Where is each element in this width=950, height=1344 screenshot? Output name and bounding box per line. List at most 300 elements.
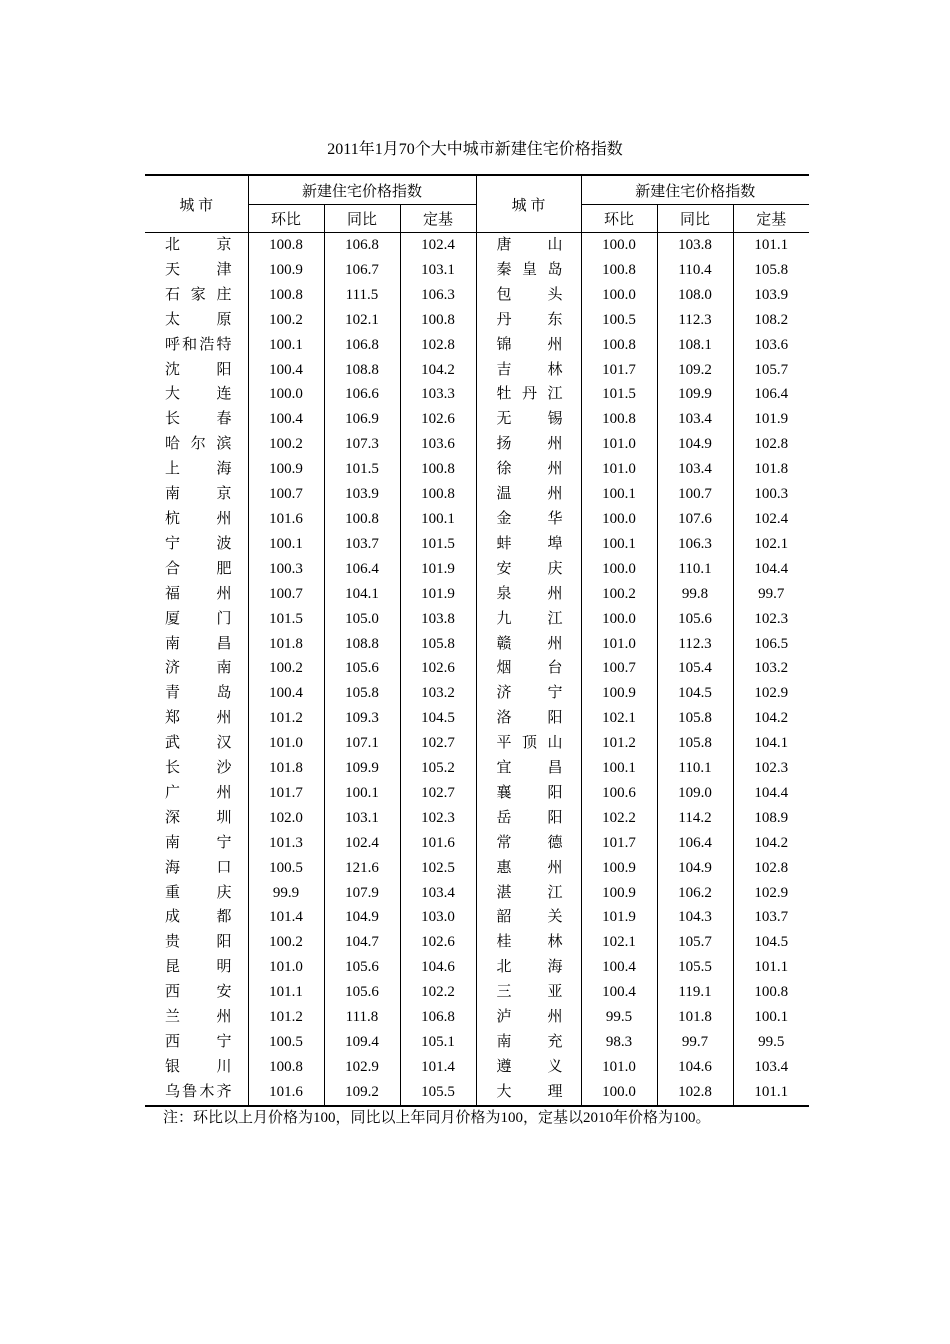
base-cell-right: 101.1: [733, 233, 809, 258]
yoy-cell-left: 102.1: [324, 308, 400, 333]
mom-cell-left: 100.5: [248, 1030, 324, 1055]
yoy-cell-left: 105.6: [324, 955, 400, 980]
mom-cell-right: 102.1: [581, 930, 657, 955]
mom-cell-left: 100.0: [248, 382, 324, 407]
city-cell-left: 宁波: [165, 535, 232, 552]
base-cell-left: 100.8: [400, 482, 476, 507]
table-row: [145, 731, 809, 756]
table-row: [145, 457, 809, 482]
mom-cell-right: 100.2: [581, 582, 657, 607]
table-row: [145, 482, 809, 507]
mom-cell-left: 101.2: [248, 706, 324, 731]
yoy-cell-left: 106.6: [324, 382, 400, 407]
base-cell-right: 99.7: [733, 582, 809, 607]
city-cell-right: 安庆: [476, 557, 581, 582]
yoy-cell-left: 105.6: [324, 980, 400, 1005]
city-cell-right: 韶关: [476, 905, 581, 930]
yoy-cell-right: 101.8: [657, 1005, 733, 1030]
city-cell-right: 宜昌: [476, 756, 581, 781]
base-cell-right: 102.4: [733, 507, 809, 532]
yoy-cell-right: 103.8: [657, 233, 733, 258]
base-cell-left: 105.2: [400, 756, 476, 781]
yoy-cell-left: 102.9: [324, 1055, 400, 1080]
base-cell-left: 106.8: [400, 1005, 476, 1030]
mom-cell-right: 100.0: [581, 1080, 657, 1106]
mom-cell-left: 100.9: [248, 457, 324, 482]
mom-cell-right: 98.3: [581, 1030, 657, 1055]
table-row: [145, 333, 809, 358]
city-cell-left: 深圳: [165, 809, 232, 826]
base-cell-left: 105.8: [400, 632, 476, 657]
base-cell-right: 101.1: [733, 955, 809, 980]
base-cell-left: 106.3: [400, 283, 476, 308]
mom-cell-left: 100.2: [248, 308, 324, 333]
table-row: [145, 283, 809, 308]
yoy-cell-right: 103.4: [657, 407, 733, 432]
table-row: [145, 955, 809, 980]
yoy-cell-right: 106.3: [657, 532, 733, 557]
table-row: [145, 681, 809, 706]
base-cell-left: 103.8: [400, 607, 476, 632]
yoy-cell-left: 104.1: [324, 582, 400, 607]
mom-cell-left: 100.8: [248, 1055, 324, 1080]
table-note: 注：环比以上月价格为100，同比以上年同月价格为100，定基以2010年价格为100。: [163, 1110, 711, 1126]
base-cell-right: 103.2: [733, 656, 809, 681]
base-cell-left: 102.6: [400, 930, 476, 955]
yoy-cell-right: 99.8: [657, 582, 733, 607]
table-row: [145, 905, 809, 930]
yoy-cell-right: 106.4: [657, 831, 733, 856]
city-cell-left: 广州: [165, 784, 232, 801]
mom-cell-left: 101.2: [248, 1005, 324, 1030]
table-row: [145, 1030, 809, 1055]
yoy-cell-left: 109.9: [324, 756, 400, 781]
city-cell-left: 北京: [165, 237, 232, 253]
city-cell-right: 徐州: [476, 457, 581, 482]
yoy-header-right: 同比: [657, 205, 733, 233]
base-cell-right: 104.2: [733, 831, 809, 856]
city-cell-right: 锦州: [476, 333, 581, 358]
mom-cell-right: 100.7: [581, 656, 657, 681]
base-cell-left: 103.1: [400, 258, 476, 283]
table-row: [145, 407, 809, 432]
table-row: [145, 980, 809, 1005]
yoy-cell-right: 108.1: [657, 333, 733, 358]
base-cell-left: 102.5: [400, 856, 476, 881]
mom-cell-right: 99.5: [581, 1005, 657, 1030]
city-cell-left: 银川: [165, 1058, 232, 1075]
base-cell-right: 104.4: [733, 557, 809, 582]
yoy-cell-right: 103.4: [657, 457, 733, 482]
base-cell-left: 103.0: [400, 905, 476, 930]
mom-cell-left: 100.2: [248, 930, 324, 955]
yoy-cell-right: 100.7: [657, 482, 733, 507]
yoy-cell-left: 100.8: [324, 507, 400, 532]
base-cell-right: 106.4: [733, 382, 809, 407]
city-cell-left: 西安: [165, 984, 232, 1001]
table-row: [145, 656, 809, 681]
base-cell-right: 103.7: [733, 905, 809, 930]
base-cell-right: 104.2: [733, 706, 809, 731]
mom-cell-right: 100.0: [581, 557, 657, 582]
city-header-left: 城 市: [145, 175, 248, 233]
base-cell-left: 105.5: [400, 1080, 476, 1106]
mom-cell-right: 100.1: [581, 532, 657, 557]
yoy-cell-left: 106.9: [324, 407, 400, 432]
city-cell-right: 北海: [476, 955, 581, 980]
table-row: [145, 756, 809, 781]
mom-cell-left: 101.4: [248, 905, 324, 930]
base-cell-left: 100.8: [400, 308, 476, 333]
city-cell-right: 金华: [476, 507, 581, 532]
city-cell-right: 秦皇岛: [476, 258, 581, 283]
city-cell-right: 桂林: [476, 930, 581, 955]
yoy-cell-right: 105.8: [657, 706, 733, 731]
city-cell-right: 济宁: [476, 681, 581, 706]
city-cell-right: 无锡: [476, 407, 581, 432]
city-cell-right: 洛阳: [476, 706, 581, 731]
base-cell-left: 101.9: [400, 582, 476, 607]
city-cell-right: 常德: [476, 831, 581, 856]
mom-cell-left: 101.5: [248, 607, 324, 632]
yoy-cell-right: 105.8: [657, 731, 733, 756]
yoy-cell-left: 121.6: [324, 856, 400, 881]
base-cell-right: 100.3: [733, 482, 809, 507]
mom-cell-left: 101.8: [248, 756, 324, 781]
base-cell-left: 102.2: [400, 980, 476, 1005]
city-cell-left: 兰州: [165, 1009, 232, 1026]
base-cell-left: 102.8: [400, 333, 476, 358]
mom-cell-right: 101.0: [581, 1055, 657, 1080]
base-cell-right: 104.5: [733, 930, 809, 955]
mom-cell-left: 100.1: [248, 333, 324, 358]
base-cell-right: 103.4: [733, 1055, 809, 1080]
yoy-cell-right: 107.6: [657, 507, 733, 532]
base-cell-left: 102.3: [400, 806, 476, 831]
table-row: [145, 1080, 809, 1106]
yoy-cell-left: 108.8: [324, 358, 400, 383]
yoy-header-left: 同比: [324, 205, 400, 233]
base-cell-left: 104.2: [400, 358, 476, 383]
table-row: [145, 856, 809, 881]
base-cell-left: 104.5: [400, 706, 476, 731]
mom-cell-right: 102.2: [581, 806, 657, 831]
city-cell-right: 牡丹江: [476, 382, 581, 407]
yoy-cell-left: 103.1: [324, 806, 400, 831]
mom-cell-right: 100.0: [581, 283, 657, 308]
mom-cell-left: 100.7: [248, 482, 324, 507]
yoy-cell-left: 106.7: [324, 258, 400, 283]
base-cell-left: 103.3: [400, 382, 476, 407]
mom-cell-left: 100.4: [248, 681, 324, 706]
city-cell-right: 赣州: [476, 632, 581, 657]
city-cell-left: 长沙: [165, 760, 232, 777]
mom-cell-left: 101.6: [248, 507, 324, 532]
city-cell-right: 岳阳: [476, 806, 581, 831]
mom-cell-right: 100.5: [581, 308, 657, 333]
city-cell-right: 三亚: [476, 980, 581, 1005]
mom-cell-right: 100.9: [581, 681, 657, 706]
base-cell-right: 104.4: [733, 781, 809, 806]
mom-cell-left: 101.0: [248, 731, 324, 756]
yoy-cell-left: 105.0: [324, 607, 400, 632]
mom-cell-right: 100.8: [581, 258, 657, 283]
city-cell-left: 青岛: [165, 685, 232, 702]
base-cell-right: 99.5: [733, 1030, 809, 1055]
yoy-cell-left: 106.8: [324, 333, 400, 358]
table-row: [145, 806, 809, 831]
city-cell-left: 昆明: [165, 959, 232, 976]
mom-cell-right: 100.1: [581, 756, 657, 781]
base-cell-right: 102.9: [733, 681, 809, 706]
base-cell-right: 100.1: [733, 1005, 809, 1030]
mom-cell-right: 102.1: [581, 706, 657, 731]
city-cell-right: 平顶山: [476, 731, 581, 756]
base-cell-left: 100.8: [400, 457, 476, 482]
mom-cell-left: 102.0: [248, 806, 324, 831]
base-cell-left: 101.5: [400, 532, 476, 557]
city-cell-right: 吉林: [476, 358, 581, 383]
table-row: [145, 831, 809, 856]
yoy-cell-right: 110.1: [657, 756, 733, 781]
table-row: [145, 557, 809, 582]
base-cell-right: 102.8: [733, 856, 809, 881]
yoy-cell-left: 105.6: [324, 656, 400, 681]
table-row: [145, 358, 809, 383]
mom-cell-left: 100.1: [248, 532, 324, 557]
mom-cell-left: 100.2: [248, 432, 324, 457]
mom-cell-left: 101.7: [248, 781, 324, 806]
yoy-cell-right: 109.2: [657, 358, 733, 383]
table-row: [145, 632, 809, 657]
mom-cell-left: 100.5: [248, 856, 324, 881]
yoy-cell-left: 105.8: [324, 681, 400, 706]
city-cell-left: 哈尔滨: [165, 436, 232, 453]
city-cell-left: 武汉: [165, 735, 232, 752]
mom-cell-right: 101.0: [581, 432, 657, 457]
mom-cell-right: 101.5: [581, 382, 657, 407]
yoy-cell-left: 109.2: [324, 1080, 400, 1106]
mom-cell-left: 100.2: [248, 656, 324, 681]
yoy-cell-right: 104.3: [657, 905, 733, 930]
city-cell-left: 上海: [165, 461, 232, 478]
price-index-table: [145, 174, 809, 1107]
mom-cell-right: 100.8: [581, 407, 657, 432]
table-row: [145, 930, 809, 955]
city-cell-left: 大连: [165, 386, 232, 403]
yoy-cell-left: 107.1: [324, 731, 400, 756]
table-row: [145, 233, 809, 258]
mom-cell-right: 100.4: [581, 980, 657, 1005]
city-cell-left: 郑州: [165, 710, 232, 727]
mom-cell-right: 100.8: [581, 333, 657, 358]
city-cell-left: 石家庄: [165, 286, 232, 303]
mom-cell-left: 101.1: [248, 980, 324, 1005]
table-row: [145, 1055, 809, 1080]
base-cell-right: 105.8: [733, 258, 809, 283]
mom-cell-left: 100.9: [248, 258, 324, 283]
city-cell-left: 济南: [165, 660, 232, 677]
yoy-cell-left: 109.4: [324, 1030, 400, 1055]
yoy-cell-left: 109.3: [324, 706, 400, 731]
base-cell-left: 103.4: [400, 881, 476, 906]
mom-cell-right: 100.0: [581, 607, 657, 632]
mom-cell-left: 100.4: [248, 358, 324, 383]
table-row: [145, 258, 809, 283]
yoy-cell-left: 103.7: [324, 532, 400, 557]
yoy-cell-right: 108.0: [657, 283, 733, 308]
city-cell-left: 合肥: [165, 560, 232, 577]
city-cell-left: 太原: [165, 311, 232, 328]
base-cell-right: 103.9: [733, 283, 809, 308]
base-cell-right: 101.1: [733, 1080, 809, 1106]
base-cell-right: 102.1: [733, 532, 809, 557]
city-cell-right: 襄阳: [476, 781, 581, 806]
yoy-cell-left: 111.5: [324, 283, 400, 308]
base-cell-left: 102.7: [400, 731, 476, 756]
yoy-cell-right: 106.2: [657, 881, 733, 906]
yoy-cell-left: 100.1: [324, 781, 400, 806]
yoy-cell-right: 104.9: [657, 432, 733, 457]
mom-cell-left: 100.3: [248, 557, 324, 582]
city-cell-left: 南昌: [165, 635, 232, 652]
yoy-cell-left: 107.3: [324, 432, 400, 457]
city-cell-right: 扬州: [476, 432, 581, 457]
base-cell-left: 102.6: [400, 407, 476, 432]
city-cell-right: 惠州: [476, 856, 581, 881]
yoy-cell-right: 114.2: [657, 806, 733, 831]
city-cell-left: 南宁: [165, 834, 232, 851]
city-cell-right: 大理: [476, 1080, 581, 1106]
table-row: [145, 582, 809, 607]
mom-cell-left: 101.6: [248, 1080, 324, 1106]
city-cell-right: 九江: [476, 607, 581, 632]
mom-cell-left: 99.9: [248, 881, 324, 906]
yoy-cell-right: 99.7: [657, 1030, 733, 1055]
mom-cell-right: 101.7: [581, 831, 657, 856]
table-row: [145, 532, 809, 557]
base-cell-left: 101.6: [400, 831, 476, 856]
base-cell-right: 102.8: [733, 432, 809, 457]
base-cell-right: 105.7: [733, 358, 809, 383]
yoy-cell-right: 104.9: [657, 856, 733, 881]
city-cell-left: 南京: [165, 486, 232, 503]
city-cell-right: 湛江: [476, 881, 581, 906]
city-cell-left: 成都: [165, 909, 232, 926]
table-row: [145, 881, 809, 906]
city-header-right: 城 市: [476, 175, 581, 233]
mom-cell-right: 100.0: [581, 233, 657, 258]
base-header-left: 定基: [400, 205, 476, 233]
mom-cell-right: 100.9: [581, 856, 657, 881]
mom-cell-right: 101.0: [581, 457, 657, 482]
yoy-cell-left: 101.5: [324, 457, 400, 482]
mom-cell-left: 101.3: [248, 831, 324, 856]
city-cell-right: 丹东: [476, 308, 581, 333]
yoy-cell-right: 104.6: [657, 1055, 733, 1080]
base-cell-left: 101.9: [400, 557, 476, 582]
base-cell-left: 105.1: [400, 1030, 476, 1055]
yoy-cell-right: 119.1: [657, 980, 733, 1005]
city-cell-left: 海口: [165, 859, 232, 876]
yoy-cell-left: 104.7: [324, 930, 400, 955]
mom-cell-left: 101.8: [248, 632, 324, 657]
city-cell-right: 唐山: [476, 233, 581, 258]
yoy-cell-right: 110.4: [657, 258, 733, 283]
mom-cell-right: 100.1: [581, 482, 657, 507]
city-cell-left: 沈阳: [165, 361, 232, 378]
city-cell-left: 长春: [165, 411, 232, 428]
yoy-cell-right: 105.6: [657, 607, 733, 632]
yoy-cell-right: 104.5: [657, 681, 733, 706]
table-title: 2011年1月70个大中城市新建住宅价格指数: [327, 141, 623, 158]
base-cell-right: 102.3: [733, 756, 809, 781]
table-row: [145, 706, 809, 731]
base-cell-left: 102.7: [400, 781, 476, 806]
mom-cell-right: 101.7: [581, 358, 657, 383]
yoy-cell-right: 105.4: [657, 656, 733, 681]
yoy-cell-left: 106.8: [324, 233, 400, 258]
base-cell-right: 102.9: [733, 881, 809, 906]
base-cell-right: 101.8: [733, 457, 809, 482]
yoy-cell-left: 108.8: [324, 632, 400, 657]
base-cell-right: 108.9: [733, 806, 809, 831]
city-cell-left: 西宁: [165, 1034, 232, 1050]
mom-cell-right: 100.4: [581, 955, 657, 980]
mom-cell-right: 101.0: [581, 632, 657, 657]
base-cell-right: 101.9: [733, 407, 809, 432]
table-row: [145, 308, 809, 333]
city-cell-left: 厦门: [165, 610, 232, 627]
mom-cell-left: 100.8: [248, 283, 324, 308]
base-cell-left: 103.2: [400, 681, 476, 706]
city-cell-right: 南充: [476, 1030, 581, 1055]
table-row: [145, 607, 809, 632]
base-cell-left: 102.6: [400, 656, 476, 681]
mom-cell-right: 100.6: [581, 781, 657, 806]
base-cell-left: 100.1: [400, 507, 476, 532]
city-cell-left: 呼和浩特: [165, 336, 232, 353]
yoy-cell-right: 112.3: [657, 308, 733, 333]
mom-cell-right: 100.0: [581, 507, 657, 532]
city-cell-left: 杭州: [165, 510, 232, 527]
mom-cell-right: 101.9: [581, 905, 657, 930]
city-cell-right: 遵义: [476, 1055, 581, 1080]
yoy-cell-left: 107.9: [324, 881, 400, 906]
mom-cell-left: 100.7: [248, 582, 324, 607]
base-cell-right: 106.5: [733, 632, 809, 657]
mom-cell-right: 100.9: [581, 881, 657, 906]
table-row: [145, 432, 809, 457]
base-cell-left: 102.4: [400, 233, 476, 258]
city-cell-left: 福州: [165, 585, 232, 602]
yoy-cell-right: 109.0: [657, 781, 733, 806]
city-cell-right: 温州: [476, 482, 581, 507]
yoy-cell-left: 106.4: [324, 557, 400, 582]
mom-header-right: 环比: [581, 205, 657, 233]
city-cell-left: 天津: [165, 261, 232, 278]
city-cell-left: 贵阳: [165, 934, 232, 951]
mom-cell-left: 100.4: [248, 407, 324, 432]
table-row: [145, 781, 809, 806]
yoy-cell-left: 104.9: [324, 905, 400, 930]
yoy-cell-left: 102.4: [324, 831, 400, 856]
city-cell-left: 重庆: [165, 884, 232, 901]
mom-cell-left: 101.0: [248, 955, 324, 980]
city-cell-right: 烟台: [476, 656, 581, 681]
base-cell-right: 103.6: [733, 333, 809, 358]
base-cell-left: 103.6: [400, 432, 476, 457]
